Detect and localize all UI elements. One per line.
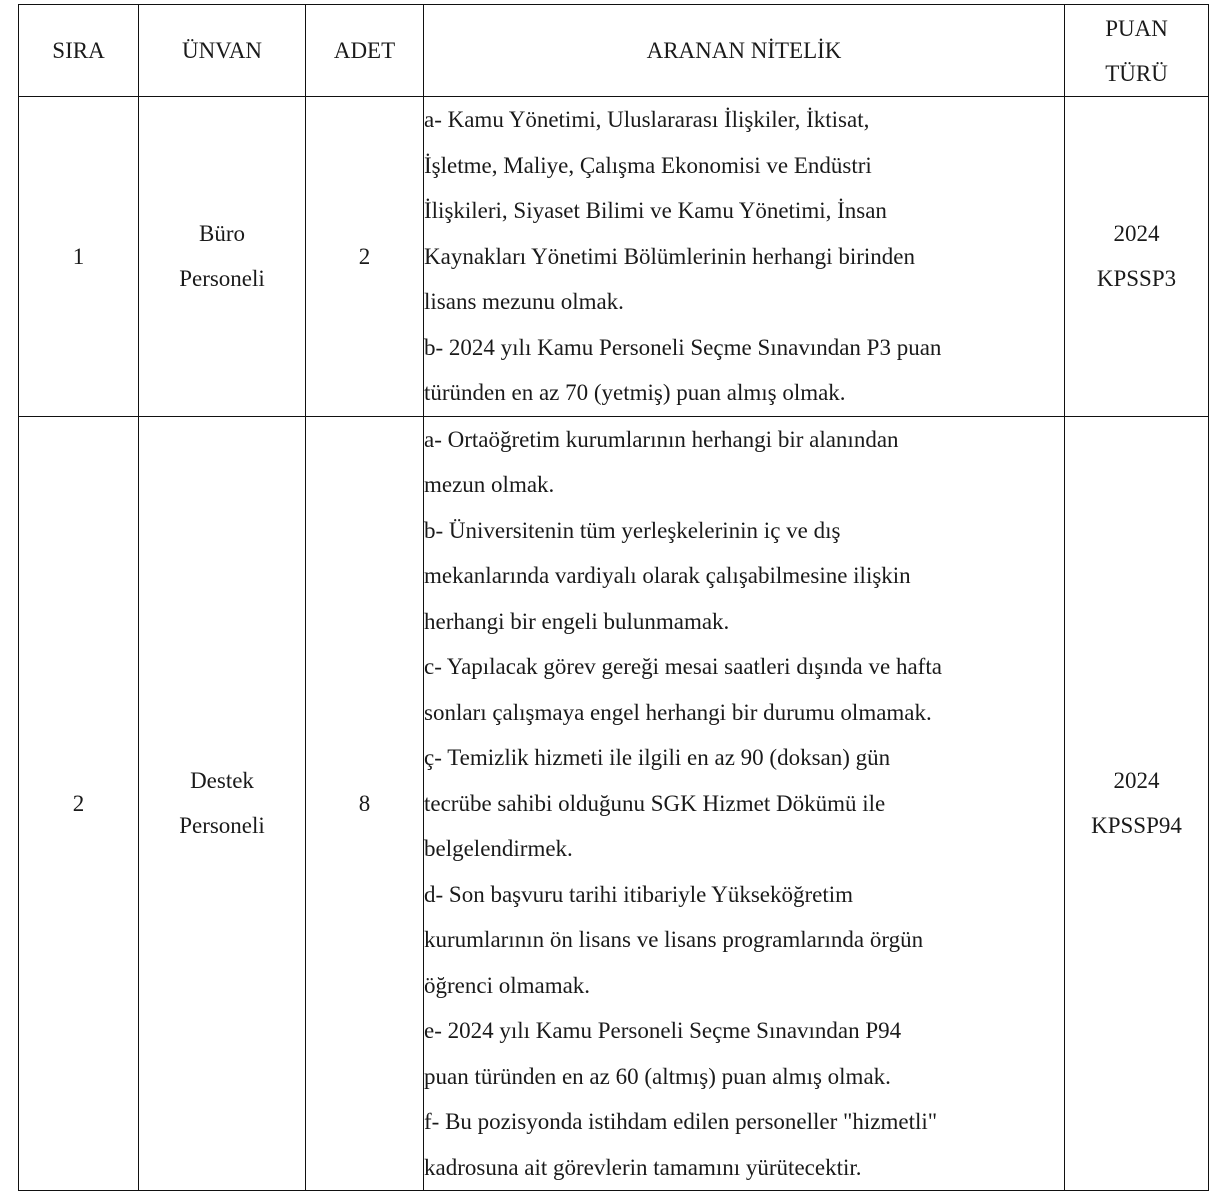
cell-unvan-line1: Büro xyxy=(199,221,245,247)
cell-puan-turu xyxy=(1065,416,1209,1191)
cell-puan-line1: 2024 xyxy=(1113,768,1160,794)
qualification-line: belgelendirmek. xyxy=(424,836,573,861)
cell-adet: 2 xyxy=(306,97,424,417)
header-puan-turu xyxy=(1065,5,1209,97)
qualification-line: öğrenci olmamak. xyxy=(424,972,591,998)
qualification-line: f- Bu pozisyonda istihdam edilen personeller "hizmetli" xyxy=(424,1109,938,1134)
qualification-line: b- Üniversitenin tüm yerleşkelerinin iç ve dış xyxy=(424,517,841,543)
cell-aranan-nitelik xyxy=(424,416,1065,1191)
qualification-line: a- Ortaöğretim kurumlarının herhangi bir alanından xyxy=(424,426,899,452)
cell-unvan xyxy=(139,97,306,417)
qualification-line: d- Son başvuru tarihi itibariyle Yükseköğretim xyxy=(424,881,854,907)
header-puan-turu-line2: TÜRÜ xyxy=(1105,60,1168,86)
qualification-line: ç- Temizlik hizmeti ile ilgili en az 90 (doksan) gün xyxy=(424,745,891,770)
qualification-line: c- Yapılacak görev gereği mesai saatleri dışında ve hafta xyxy=(424,654,942,679)
qualification-line: İlişkileri, Siyaset Bilimi ve Kamu Yönetimi, İnsan xyxy=(424,198,887,223)
qualification-line: mekanlarında vardiyalı olarak çalışabilmesine ilişkin xyxy=(424,563,911,588)
cell-sira: 1 xyxy=(19,97,139,417)
qualification-line: mezun olmak. xyxy=(424,472,555,497)
qualification-line: kurumlarının ön lisans ve lisans programlarında örgün xyxy=(424,927,924,952)
qualification-line: lisans mezunu olmak. xyxy=(424,289,624,314)
header-sira: SIRA xyxy=(19,5,139,97)
table-row xyxy=(19,416,1209,1191)
cell-sira: 2 xyxy=(19,416,139,1191)
qualification-line: tecrübe sahibi olduğunu SGK Hizmet Dökümü ile xyxy=(424,790,886,816)
qualification-line: kadrosuna ait görevlerin tamamını yürütecektir. xyxy=(424,1154,862,1180)
header-unvan: ÜNVAN xyxy=(139,5,306,97)
cell-unvan-line1: Destek xyxy=(190,768,254,794)
qualification-line: İşletme, Maliye, Çalışma Ekonomisi ve Endüstri xyxy=(424,152,872,178)
cell-unvan-line2: Personeli xyxy=(179,266,265,292)
header-puan-turu-line1: PUAN xyxy=(1105,15,1168,41)
qualification-line: b- 2024 yılı Kamu Personeli Seçme Sınavından P3 puan xyxy=(424,334,942,360)
qualification-line: e- 2024 yılı Kamu Personeli Seçme Sınavından P94 xyxy=(424,1018,902,1043)
qualification-line: Kaynakları Yönetimi Bölümlerinin herhangi birinden xyxy=(424,243,915,269)
header-aranan-nitelik: ARANAN NİTELİK xyxy=(424,5,1065,97)
qualification-line: türünden en az 70 (yetmiş) puan almış olmak. xyxy=(424,380,846,405)
header-row xyxy=(19,5,1209,97)
cell-aranan-nitelik xyxy=(424,97,1065,417)
table-row xyxy=(19,97,1209,417)
cell-puan-line2: KPSSP3 xyxy=(1096,266,1177,292)
cell-puan-turu xyxy=(1065,97,1209,417)
qualification-line: puan türünden en az 60 (altmış) puan almış olmak. xyxy=(424,1063,891,1089)
cell-unvan-line2: Personeli xyxy=(179,813,265,839)
qualification-line: herhangi bir engeli bulunmamak. xyxy=(424,608,730,634)
cell-unvan xyxy=(139,416,306,1191)
qualification-line: sonları çalışmaya engel herhangi bir durumu olmamak. xyxy=(424,699,932,725)
positions-table xyxy=(18,4,1209,1191)
cell-puan-line1: 2024 xyxy=(1113,221,1160,247)
header-adet: ADET xyxy=(306,5,424,97)
cell-adet: 8 xyxy=(306,416,424,1191)
qualification-line: a- Kamu Yönetimi, Uluslararası İlişkiler, İktisat, xyxy=(424,107,870,132)
cell-puan-line2: KPSSP94 xyxy=(1091,813,1182,839)
